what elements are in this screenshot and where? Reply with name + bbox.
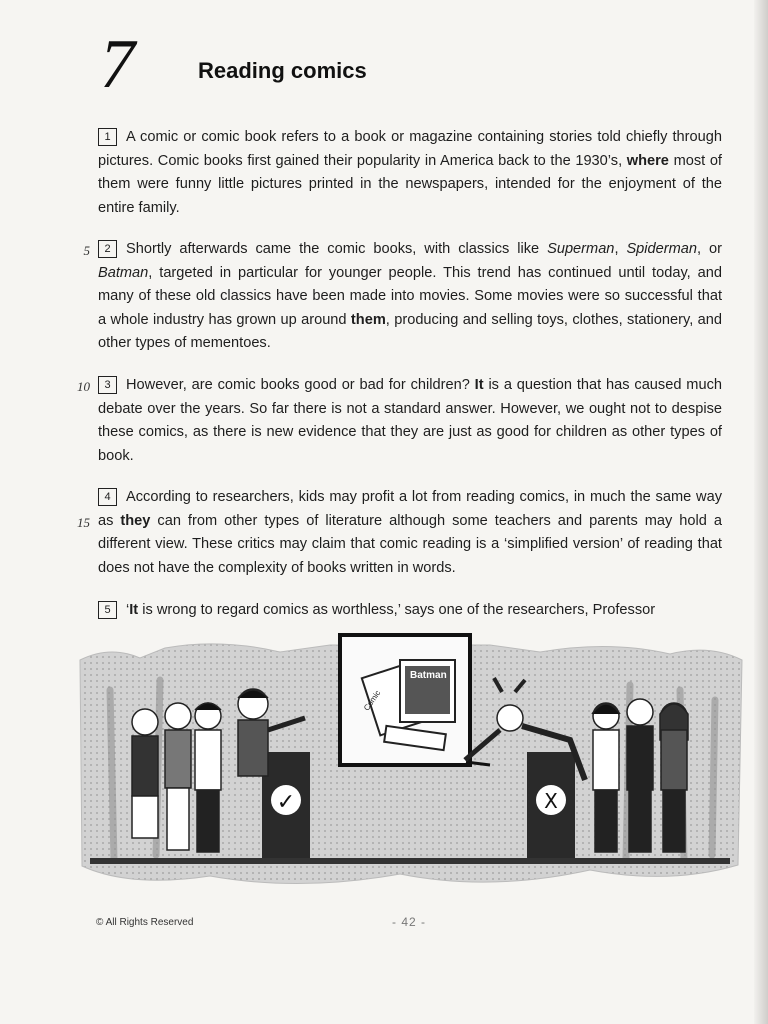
text-run: can from other types of literature although some teachers and parents may hold a different view. These critics may claim that comic reading is a ‘simplified version’ of reading that does not have the complexity of books written in words.	[98, 512, 722, 576]
chapter-title: Reading comics	[198, 58, 367, 83]
comic-debate-illustration	[70, 630, 750, 900]
paragraph-number-box: 4	[98, 488, 117, 506]
italic-title: Spiderman	[626, 241, 698, 257]
line-number: 10	[77, 379, 90, 394]
bold-reference-word: them	[350, 311, 386, 328]
chapter-number: 7	[100, 26, 135, 103]
cross-mark-icon: X	[544, 789, 558, 813]
text-run: is a question that has caused much debate over the years. So far there is not a standard answer. However, we ought not to despise these comics, as there is new evidence that they are just as good for children as other types of book.	[98, 377, 722, 464]
text-run: is wrong to regard comics as worthless,’ says one of the researchers, Professor	[138, 602, 656, 618]
text-run: ‘	[126, 602, 130, 618]
text-run: most of them were funny little pictures printed in the newspapers, intended for the enjoyment of the entire family.	[98, 152, 722, 216]
paragraph-4	[98, 486, 722, 580]
paragraph-number-box: 1	[98, 128, 117, 146]
line-number: 15	[77, 515, 90, 530]
comic-label-comic: Comic	[361, 688, 383, 713]
page-number: - 42 -	[392, 915, 427, 929]
bold-reference-word: they	[120, 512, 151, 529]
text-run: A comic or comic book refers to a book or magazine containing stories told chiefly through pictures. Comic books first gained their popularity in America back to the 1930’s,	[98, 129, 722, 169]
text-run: , targeted in particular for younger people. This trend has continued until today, and many of these old classics have been made into movies. Some movies were so successful that a whole industry has grown up around	[98, 264, 722, 328]
paragraph-number-box: 5	[98, 601, 117, 619]
text-run: Shortly afterwards came the comic books, with classics like	[126, 241, 548, 257]
text-run: , producing and selling toys, clothes, stationery, and other types of mementoes.	[98, 311, 722, 351]
copyright-notice: © All Rights Reserved	[96, 917, 194, 928]
bold-reference-word: It	[129, 602, 139, 618]
italic-title: Superman	[547, 241, 615, 257]
text-run: According to researchers, kids may profit a lot from reading comics, in much the same way as	[98, 489, 722, 529]
page-edge-shadow	[754, 0, 768, 1024]
paragraph-2	[98, 238, 722, 356]
italic-title: Batman	[98, 264, 149, 281]
paragraph-3	[98, 374, 722, 468]
line-number: 5	[83, 243, 90, 258]
comic-label-batman: Batman	[410, 670, 447, 681]
bold-reference-word: It	[474, 377, 484, 393]
text-run: ,	[614, 241, 627, 257]
paragraph-5	[98, 599, 722, 623]
text-run: , or	[697, 241, 723, 257]
paragraph-number-box: 2	[98, 240, 117, 258]
check-mark-icon: ✓	[276, 790, 296, 815]
bold-reference-word: where	[626, 152, 669, 169]
paragraph-number-box: 3	[98, 376, 117, 394]
paragraph-1	[98, 126, 722, 220]
text-run: However, are comic books good or bad for children?	[126, 377, 475, 393]
